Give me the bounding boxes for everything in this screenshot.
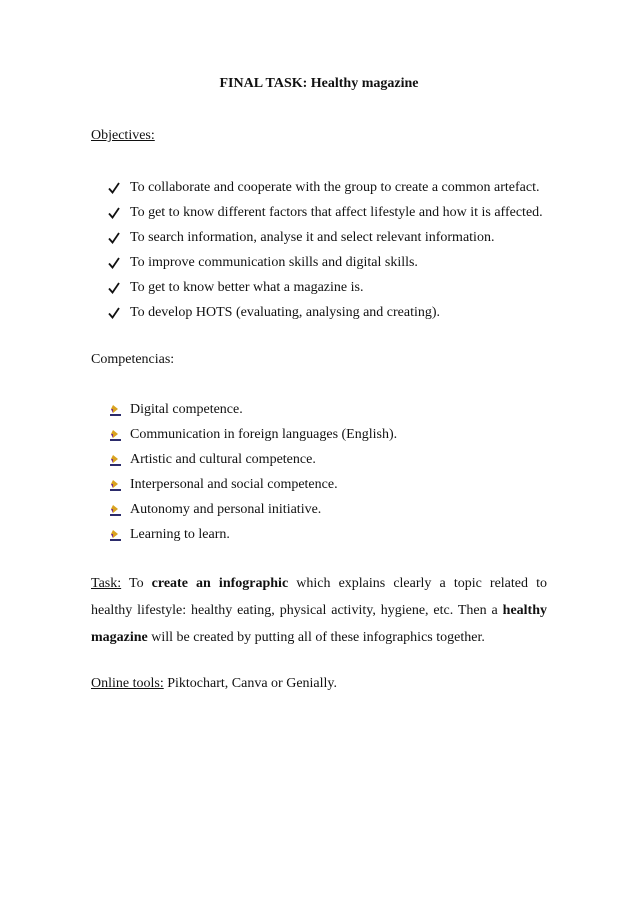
online-tools-line [91, 676, 337, 692]
page-title: FINAL TASK: Healthy magazine [219, 76, 419, 91]
diamond-bullet-icon [108, 428, 122, 442]
task-line-1 [91, 570, 547, 597]
task-paragraph [91, 570, 547, 651]
task-label: Task: [91, 576, 122, 591]
diamond-bullet-icon [108, 478, 122, 492]
competencia-text: Autonomy and personal initiative. [130, 502, 322, 517]
competencia-text: Communication in foreign languages (English). [130, 427, 398, 442]
objective-text: To search information, analyse it and select relevant information. [130, 230, 495, 245]
checkmark-icon [108, 306, 120, 320]
list-item [108, 275, 543, 300]
checkmark-icon [108, 206, 120, 220]
list-item [108, 250, 543, 275]
objective-text: To develop HOTS (evaluating, analysing and creating). [130, 305, 441, 320]
task-text: will be created by putting all of these infographics together. [147, 630, 485, 645]
checkmark-icon [108, 256, 120, 270]
task-line-2 [91, 597, 547, 624]
task-emphasis: healthy [502, 603, 547, 618]
task-emphasis: magazine [91, 630, 148, 645]
task-text: which explains clearly a topic related to [288, 576, 547, 591]
list-item [108, 472, 397, 497]
objectives-list [108, 175, 543, 325]
task-text: To [121, 576, 152, 591]
task-text: healthy lifestyle: healthy eating, physical activity, hygiene, etc. Then a [91, 603, 503, 618]
list-item [108, 300, 543, 325]
competencias-list [108, 397, 397, 547]
diamond-bullet-icon [108, 528, 122, 542]
diamond-bullet-icon [108, 453, 122, 467]
objectives-heading: Objectives: [91, 128, 155, 143]
competencia-text: Artistic and cultural competence. [130, 452, 316, 467]
checkmark-icon [108, 181, 120, 195]
checkmark-icon [108, 281, 120, 295]
objective-text: To collaborate and cooperate with the group to create a common artefact. [130, 180, 540, 195]
list-item [108, 447, 397, 472]
competencias-heading: Competencias: [91, 352, 175, 367]
list-item [108, 200, 543, 225]
list-item [108, 397, 397, 422]
competencia-text: Digital competence. [130, 402, 243, 417]
task-line-3 [91, 624, 547, 651]
list-item [108, 225, 543, 250]
task-emphasis: create an infographic [151, 576, 289, 591]
online-tools-text: Piktochart, Canva or Genially. [163, 676, 338, 691]
list-item [108, 522, 397, 547]
list-item [108, 497, 397, 522]
diamond-bullet-icon [108, 503, 122, 517]
online-tools-label: Online tools: [91, 676, 164, 691]
competencia-text: Interpersonal and social competence. [130, 477, 338, 492]
diamond-bullet-icon [108, 403, 122, 417]
list-item [108, 422, 397, 447]
list-item [108, 175, 543, 200]
objective-text: To get to know better what a magazine is. [130, 280, 364, 295]
objective-text: To get to know different factors that affect lifestyle and how it is affected. [130, 205, 543, 220]
objective-text: To improve communication skills and digital skills. [130, 255, 418, 270]
checkmark-icon [108, 231, 120, 245]
competencia-text: Learning to learn. [130, 527, 230, 542]
